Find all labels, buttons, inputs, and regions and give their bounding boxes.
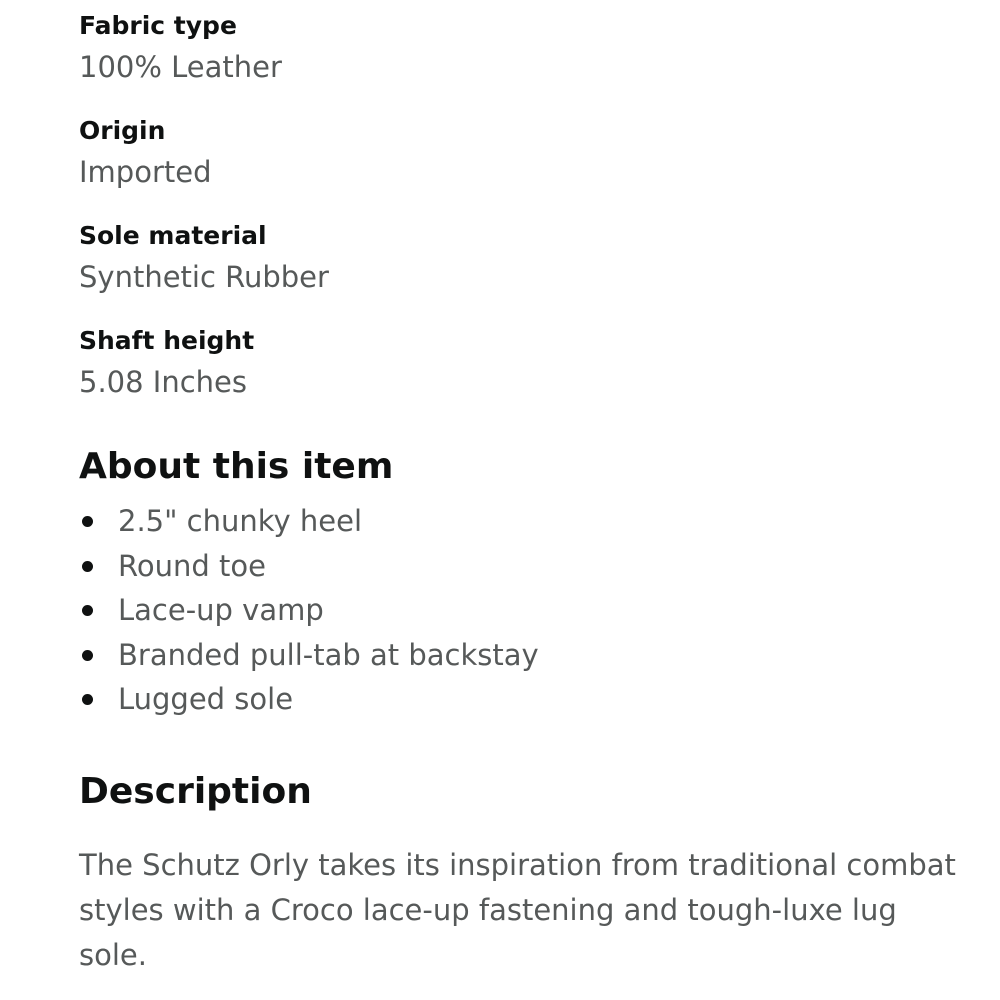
description-heading: Description: [79, 771, 312, 812]
spec-shaft-height: [79, 325, 254, 401]
spec-sole-material: [79, 220, 329, 296]
bullet-icon: [82, 694, 93, 705]
bullet-text: Branded pull-tab at backstay: [118, 637, 539, 672]
spec-value: 100% Leather: [79, 50, 282, 84]
bullet-text: Lugged sole: [118, 682, 294, 716]
bullet-icon: [82, 650, 93, 661]
spec-label: Sole material: [79, 221, 267, 250]
spec-label: Fabric type: [79, 11, 237, 40]
spec-label: Shaft height: [79, 326, 255, 355]
spec-value: Imported: [79, 155, 212, 189]
spec-value: Synthetic Rubber: [79, 260, 329, 294]
spec-fabric-type: [79, 10, 282, 86]
spec-label: Origin: [79, 116, 166, 145]
description-text: The Schutz Orly takes its inspiration from traditional combat styles with a Croco lace-up fastening and tough-luxe lug sole.: [79, 848, 956, 972]
spec-value: 5.08 Inches: [79, 365, 247, 399]
about-heading: About this item: [79, 446, 394, 487]
bullet-text: 2.5" chunky heel: [118, 504, 363, 538]
bullet-text: Round toe: [118, 548, 266, 583]
bullet-icon: [82, 605, 93, 616]
bullet-text: Lace-up vamp: [118, 593, 324, 627]
bullet-icon: [82, 516, 93, 527]
bullet-icon: [82, 561, 93, 572]
spec-origin: [79, 115, 212, 191]
